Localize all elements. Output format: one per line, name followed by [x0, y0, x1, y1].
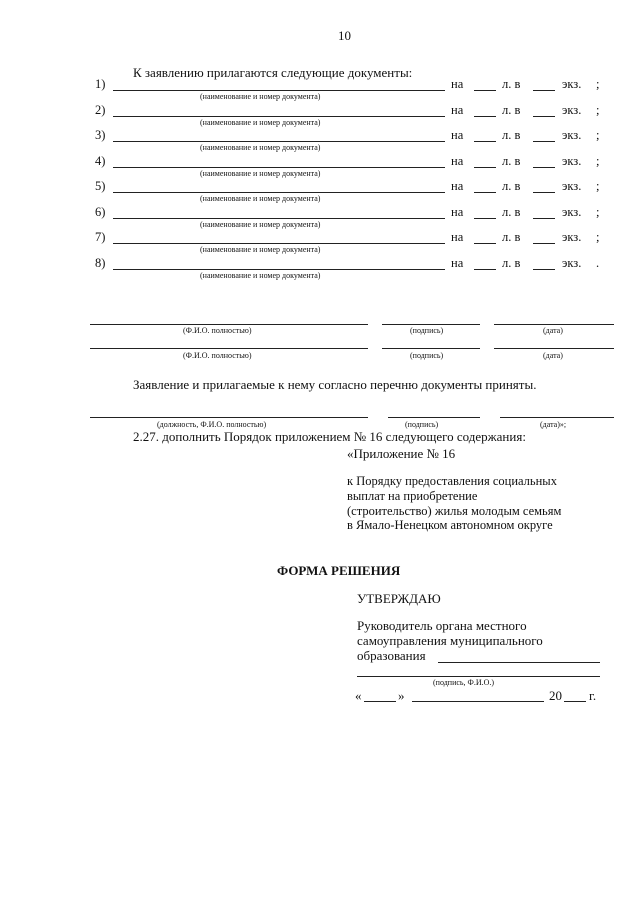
- signature-line-data-2: [494, 348, 614, 349]
- signature-line-podpis-1: [382, 324, 480, 325]
- caption-sign: (подпись, Ф.И.О.): [433, 678, 495, 687]
- date-year-suffix: г.: [589, 688, 597, 703]
- label-l-v: л. в: [502, 77, 521, 91]
- copies-line: [533, 218, 555, 219]
- caption-fio-2: (Ф.И.О. полностью): [183, 351, 252, 360]
- caption-podpis-2: (подпись): [410, 351, 444, 360]
- document-name-line: [113, 243, 445, 244]
- pages-line: [474, 116, 496, 117]
- appendix-ref-1: к Порядку предоставления социальных: [347, 474, 557, 488]
- appendix-title: «Приложение № 16: [347, 446, 456, 461]
- pages-line: [474, 243, 496, 244]
- head-line-1: Руководитель органа местного: [357, 618, 527, 633]
- date-year-prefix: 20: [549, 688, 562, 703]
- label-l-v: л. в: [502, 205, 521, 219]
- approve-heading: УТВЕРЖДАЮ: [357, 591, 441, 606]
- signature-line-podpis-2: [382, 348, 480, 349]
- pages-line: [474, 141, 496, 142]
- attachment-number: 3): [95, 128, 106, 142]
- signature-line-fio-2: [90, 348, 368, 349]
- label-na: на: [451, 205, 464, 219]
- date-open-quote: «: [355, 688, 362, 703]
- caption-data-2: (дата): [543, 351, 563, 360]
- caption-data-accepted: (дата)»;: [540, 420, 567, 429]
- row-terminator: ;: [596, 179, 600, 193]
- attachment-number: 6): [95, 205, 106, 219]
- caption-dolzhnost: (должность, Ф.И.О. полностью): [157, 420, 267, 429]
- document-name-line: [113, 116, 445, 117]
- label-l-v: л. в: [502, 128, 521, 142]
- head-line-3: образования: [357, 648, 426, 663]
- attachment-number: 1): [95, 77, 106, 91]
- label-ekz: экз.: [562, 154, 582, 168]
- attachment-number: 5): [95, 179, 106, 193]
- sign-line: [357, 676, 600, 677]
- label-na: на: [451, 154, 464, 168]
- appendix-ref-2: выплат на приобретение: [347, 489, 478, 503]
- row-terminator: ;: [596, 77, 600, 91]
- attachment-number: 8): [95, 256, 106, 270]
- label-ekz: экз.: [562, 128, 582, 142]
- document-name-line: [113, 269, 445, 270]
- signature-line-fio-1: [90, 324, 368, 325]
- copies-line: [533, 167, 555, 168]
- head-line-2: самоуправления муниципального: [357, 633, 543, 648]
- date-month-line: [412, 701, 544, 702]
- copies-line: [533, 116, 555, 117]
- row-terminator: ;: [596, 154, 600, 168]
- row-terminator: ;: [596, 230, 600, 244]
- pages-line: [474, 167, 496, 168]
- row-terminator: ;: [596, 103, 600, 117]
- document-name-caption: (наименование и номер документа): [200, 92, 321, 101]
- label-ekz: экз.: [562, 205, 582, 219]
- caption-podpis-1: (подпись): [410, 326, 444, 335]
- pages-line: [474, 218, 496, 219]
- attachment-number: 4): [95, 154, 106, 168]
- pages-line: [474, 192, 496, 193]
- row-terminator: ;: [596, 128, 600, 142]
- label-l-v: л. в: [502, 256, 521, 270]
- document-name-caption: (наименование и номер документа): [200, 245, 321, 254]
- label-ekz: экз.: [562, 77, 582, 91]
- document-name-line: [113, 90, 445, 91]
- document-name-caption: (наименование и номер документа): [200, 169, 321, 178]
- document-name-line: [113, 167, 445, 168]
- accepted-line-podpis: [388, 417, 480, 418]
- copies-line: [533, 269, 555, 270]
- label-l-v: л. в: [502, 154, 521, 168]
- label-na: на: [451, 103, 464, 117]
- accepted-line-data: [500, 417, 614, 418]
- document-name-line: [113, 218, 445, 219]
- copies-line: [533, 243, 555, 244]
- label-na: на: [451, 230, 464, 244]
- decision-title: ФОРМА РЕШЕНИЯ: [277, 563, 401, 578]
- page-number: 10: [338, 28, 351, 43]
- row-terminator: .: [596, 256, 600, 270]
- date-close-quote: »: [398, 688, 405, 703]
- attachments-heading: К заявлению прилагаются следующие документы:: [133, 65, 413, 80]
- appendix-ref-4: в Ямало-Ненецком автономном округе: [347, 518, 553, 532]
- label-na: на: [451, 128, 464, 142]
- label-ekz: экз.: [562, 256, 582, 270]
- label-ekz: экз.: [562, 179, 582, 193]
- appendix-ref-3: (строительство) жилья молодым семьям: [347, 504, 562, 518]
- label-l-v: л. в: [502, 103, 521, 117]
- label-ekz: экз.: [562, 103, 582, 117]
- document-name-line: [113, 141, 445, 142]
- copies-line: [533, 192, 555, 193]
- label-l-v: л. в: [502, 179, 521, 193]
- row-terminator: ;: [596, 205, 600, 219]
- label-na: на: [451, 179, 464, 193]
- document-name-caption: (наименование и номер документа): [200, 118, 321, 127]
- label-l-v: л. в: [502, 230, 521, 244]
- head-name-line: [438, 662, 600, 663]
- signature-line-data-1: [494, 324, 614, 325]
- document-name-caption: (наименование и номер документа): [200, 143, 321, 152]
- date-year-line: [564, 701, 586, 702]
- attachment-number: 7): [95, 230, 106, 244]
- document-name-line: [113, 192, 445, 193]
- document-name-caption: (наименование и номер документа): [200, 271, 321, 280]
- document-name-caption: (наименование и номер документа): [200, 194, 321, 203]
- caption-fio-1: (Ф.И.О. полностью): [183, 326, 252, 335]
- attachment-number: 2): [95, 103, 106, 117]
- accepted-line-dolzhnost: [90, 417, 368, 418]
- label-ekz: экз.: [562, 230, 582, 244]
- document-name-caption: (наименование и номер документа): [200, 220, 321, 229]
- caption-podpis-accepted: (подпись): [405, 420, 439, 429]
- label-na: на: [451, 77, 464, 91]
- pages-line: [474, 269, 496, 270]
- caption-data-1: (дата): [543, 326, 563, 335]
- copies-line: [533, 90, 555, 91]
- pages-line: [474, 90, 496, 91]
- accepted-text: Заявление и прилагаемые к нему согласно перечню документы приняты.: [133, 377, 537, 392]
- copies-line: [533, 141, 555, 142]
- amendment-text: 2.27. дополнить Порядок приложением № 16 следующего содержания:: [133, 429, 526, 444]
- date-day-line: [364, 701, 396, 702]
- label-na: на: [451, 256, 464, 270]
